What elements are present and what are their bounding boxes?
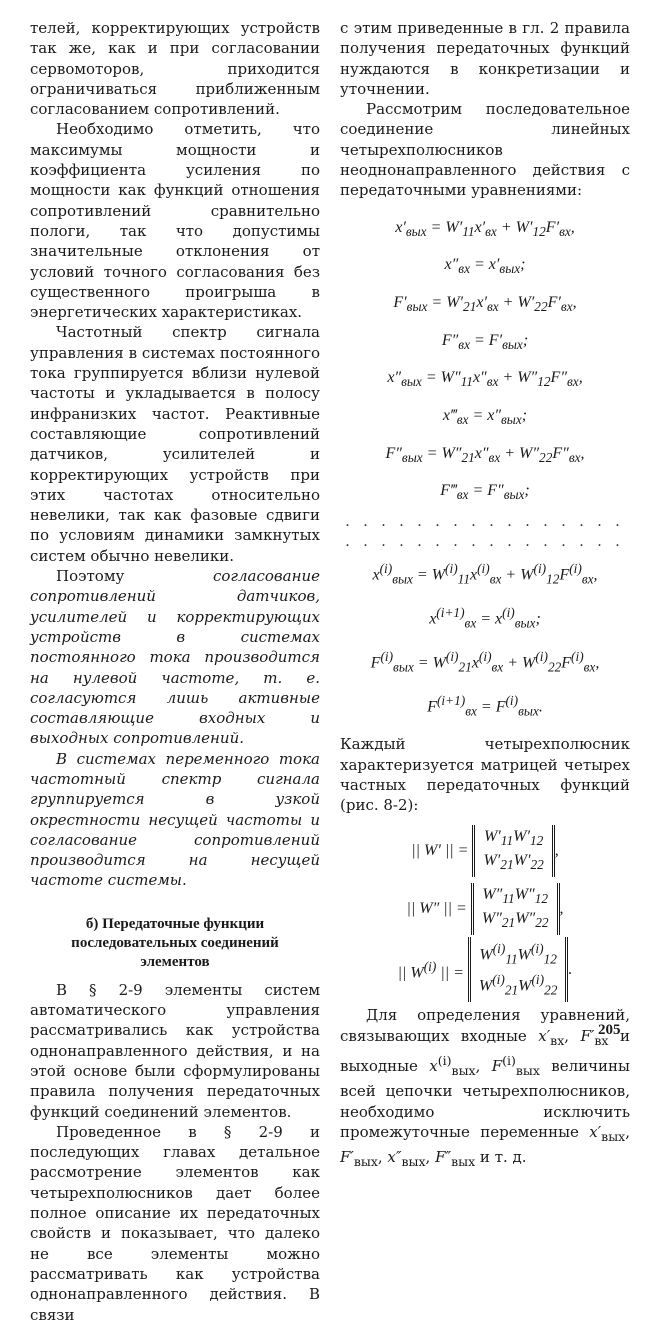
text-run: Поэтому bbox=[56, 567, 125, 586]
matrix-label: || $W^{(i)}$ || = bbox=[397, 958, 464, 982]
paragraph: Необходимо отметить, что максимумы мощности и коэффициента усиления по мощности как функций отношения сопротивлений сравнительно пологи, так что допустимы значительные отклонения от условий точного согласования без существенного проигрыша в энергетических характеристиках. bbox=[30, 120, 320, 322]
equation: $F'_{вых} = W'_{21}x'_{вх} + W'_{22}F'_{вх}$, bbox=[393, 294, 577, 315]
equation: $x^{(i)}_{вых} = W^{(i)}_{11}x^{(i)}_{вх} + W^{(i)}_{12}F^{(i)}_{вх}$, bbox=[372, 561, 598, 587]
paragraph: с этим приведенные в гл. 2 правила получения передаточных функций нуждаются в конкретизации и уточнении. bbox=[340, 19, 630, 98]
equation: $F^{(i)}_{вых} = W^{(i)}_{21}x^{(i)}_{вх} + W^{(i)}_{22}F^{(i)}_{вх}$, bbox=[370, 649, 600, 675]
matrix-label: || W″ || = bbox=[406, 899, 467, 917]
text-run: величины всей цепочки четырехполюсников, необходимо исключить промежуточные переменные bbox=[340, 1057, 630, 1141]
equation: $F‴_{вх} = F''_{вых}$; bbox=[440, 482, 530, 503]
matrix-label: || W′ || = bbox=[411, 841, 469, 859]
ellipsis-row: . . . . . . . . . . . . . . . . bbox=[345, 513, 625, 531]
equation: $x‴_{вх} = x''_{вых}$; bbox=[442, 407, 528, 428]
paragraph: Частотный спектр сигнала управления в системах постоянного тока группируется вблизи нулевой частоты и укладывается в полосу инфранизких частот. Реактивные составляющие сопротивлений датчиков, усилителей и корректирующих устройств при этих частотах относительно невелики, так как фазовые сдвиги по условиям динамики замкнутых систем обычно невелики. bbox=[30, 323, 320, 565]
paragraph: В § 2-9 элементы систем автоматического управления рассматривались как устройства однонаправленного действия, и на этой основе были сформулированы правила получения передаточных функций соединений элементов. bbox=[30, 980, 320, 1121]
punctuation: . bbox=[568, 960, 573, 978]
text-run: и т. д. bbox=[479, 1148, 527, 1167]
text-run: Для определения уравнений, связывающих входные bbox=[340, 1006, 630, 1045]
page-number: 205 bbox=[598, 1022, 621, 1038]
matrix: $W^{(i)}_{11}W^{(i)}_{12}$ $W^{(i)}_{21}W^{(i)}_{22}$ bbox=[468, 937, 569, 1002]
ellipsis-row: . . . . . . . . . . . . . . . . bbox=[345, 533, 625, 551]
punctuation: , bbox=[554, 841, 559, 859]
text-run: и выходные bbox=[340, 1026, 630, 1076]
equation: $F''_{вх} = F'_{вых}$; bbox=[441, 331, 529, 352]
paragraph: Для определения уравнений, связывающих входные $x'_{вх}$, $F'_{вх}$ и выходные $x^{(i)}_{вых}$, $F^{(i)}_{вых}$ величины всей цепочки четырехполюсников, необходимо исключить промежуточные переменные $x'_{вых}$, $F'_{вых}$, $x''_{вых}$, $F''_{вых}$ и т. д. bbox=[340, 1006, 630, 1170]
matrix: $W'_{11}W'_{12}$ $W'_{21}W'_{22}$ bbox=[472, 825, 554, 877]
italic-text: согласование сопротивлений датчиков, усилителей и корректирующих устройств в системах постоянного тока производится на нулевой частоте, т. е. согласуются лишь активные составляющие входных и выходных сопротивлений. bbox=[30, 567, 320, 748]
paragraph bbox=[30, 566, 320, 749]
section-heading: б) Передаточные функции последовательных соединений элементов bbox=[71, 915, 279, 970]
paragraph: Рассмотрим последовательное соединение линейных четырехполюсников неоднонаправленного действия с передаточными уравнениями: bbox=[340, 100, 630, 200]
paragraph: телей, корректирующих устройств так же, как и при согласовании сервомоторов, приходится ограничиваться приближенным согласованием сопротивлений. bbox=[30, 19, 320, 119]
equation: $F''_{вых} = W''_{21}x''_{вх} + W''_{22}F''_{вх}$, bbox=[385, 444, 585, 465]
equation: $x'_{вых} = W'_{11}x'_{вх} + W'_{12}F'_{вх}$, bbox=[395, 218, 575, 239]
paragraph: В системах переменного тока частотный спектр сигнала группируется в узкой окрестности несущей частоты и согласование сопротивлений производится на несущей частоте системы. bbox=[30, 749, 320, 890]
matrix-equation bbox=[340, 937, 630, 998]
equation-block bbox=[340, 211, 630, 729]
paragraph: Проведенное в § 2-9 и последующих главах детальное рассмотрение элементов как четырехполюсников дает более полное описание их передаточных свойств и показывает, что далеко не все элементы можно рассматривать как устройства однонаправленного действия. В связи bbox=[30, 1122, 320, 1324]
right-column bbox=[340, 18, 630, 1173]
equation: $x^{(i+1)}_{вх} = x^{(i)}_{вых}$; bbox=[429, 605, 541, 631]
matrix-equation bbox=[340, 821, 630, 879]
matrix-equation bbox=[340, 879, 630, 937]
equation: $x''_{вых} = W''_{11}x''_{вх} + W''_{12}F''_{вх}$, bbox=[387, 369, 583, 390]
paragraph: Каждый четырехполюсник характеризуется матрицей четырех частных передаточных функций (рис. 8-2): bbox=[340, 735, 630, 815]
equation: $F^{(i+1)}_{вх} = F^{(i)}_{вых}$. bbox=[427, 693, 543, 719]
punctuation: , bbox=[559, 899, 564, 917]
matrix-block bbox=[340, 821, 630, 998]
equation: $x''_{вх} = x'_{вых}$; bbox=[444, 256, 526, 277]
matrix: $W''_{11}W''_{12}$ $W''_{21}W''_{22}$ bbox=[471, 883, 560, 935]
left-column bbox=[30, 18, 320, 1325]
